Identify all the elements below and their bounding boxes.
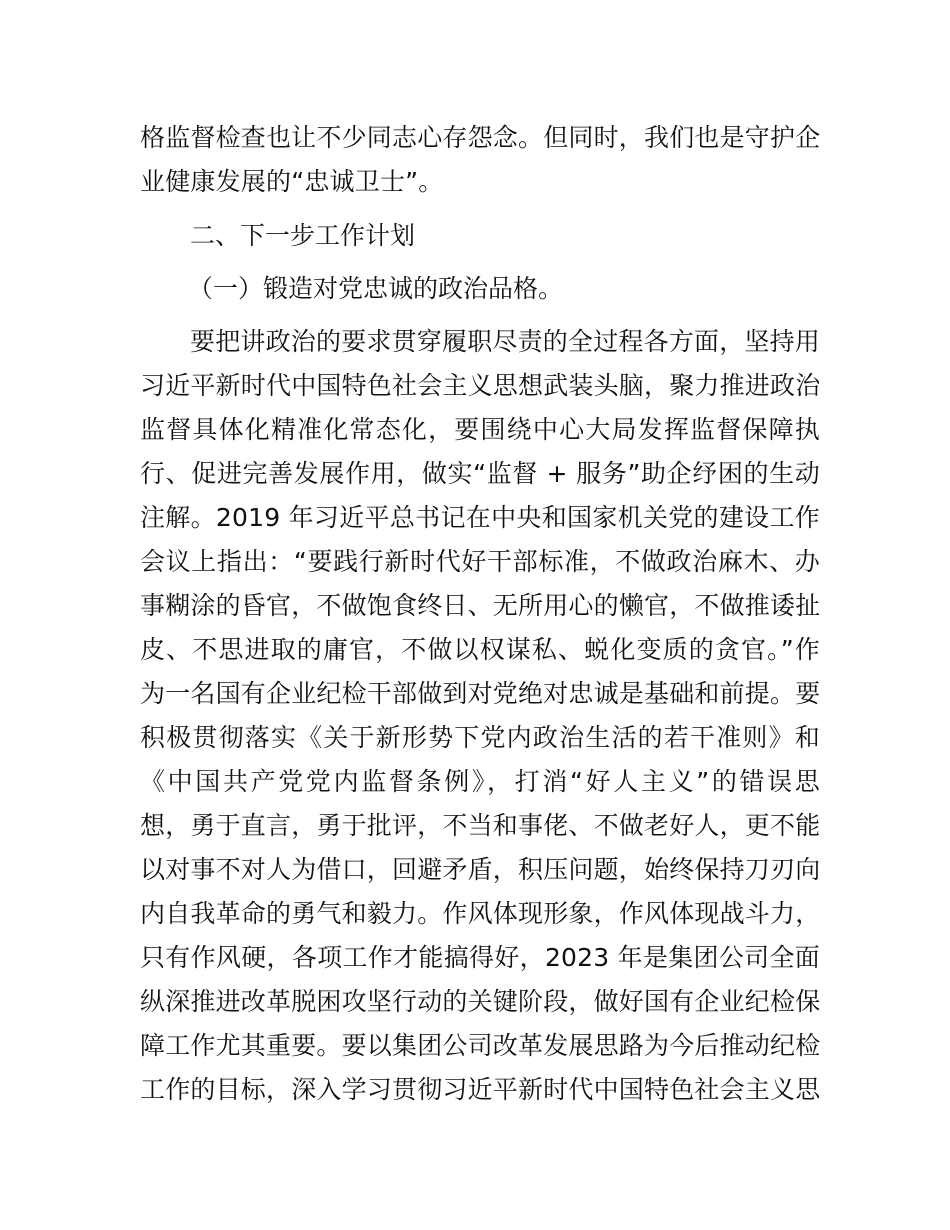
paragraph-line: 积极贯彻落实《关于新形势下党内政治生活的若干准则》和 — [140, 723, 820, 752]
paragraph-line: 皮、不思进取的庸官，不做以权谋私、蜕化变质的贪官。”作 — [140, 635, 820, 664]
paragraph-line: 行、促进完善发展作用，做实“监督 + 服务”助企纾困的生动 — [140, 459, 820, 488]
paragraph-line: 《中国共产党党内监督条例》，打消“好人主义”的错误思 — [140, 767, 820, 796]
paragraph-line: 格监督检查也让不少同志心存怨念。但同时，我们也是守护企 — [140, 123, 821, 152]
paragraph-line: 会议上指出：“要践行新时代好干部标准，不做政治麻木、办 — [140, 547, 820, 576]
paragraph-line: 工作的目标，深入学习贯彻习近平新时代中国特色社会主义思 — [140, 1075, 821, 1104]
paragraph-line: 注解。2019 年习近平总书记在中央和国家机关党的建设工作 — [140, 503, 820, 532]
section-heading: 二、下一步工作计划 — [190, 221, 416, 250]
paragraph-line: 纵深推进改革脱困攻坚行动的关键阶段，做好国有企业纪检保 — [140, 987, 821, 1016]
paragraph-line: 障工作尤其重要。要以集团公司改革发展思路为今后推动纪检 — [140, 1031, 821, 1060]
paragraph-line: 习近平新时代中国特色社会主义思想武装头脑，聚力推进政治 — [140, 371, 821, 400]
paragraph-line: 事糊涂的昏官，不做饱食终日、无所用心的懒官，不做推诿扯 — [140, 591, 821, 620]
paragraph-line: 监督具体化精准化常态化，要围绕中心大局发挥监督保障执 — [140, 415, 820, 444]
subsection-heading: （一）锻造对党忠诚的政治品格。 — [188, 274, 564, 303]
paragraph-line: 内自我革命的勇气和毅力。作风体现形象，作风体现战斗力， — [140, 899, 821, 928]
paragraph-line: 以对事不对人为借口，回避矛盾，积压问题，始终保持刀刃向 — [140, 855, 821, 884]
paragraph-line: 为一名国有企业纪检干部做到对党绝对忠诚是基础和前提。要 — [140, 679, 821, 708]
paragraph-first-line: 要把讲政治的要求贯穿履职尽责的全过程各方面，坚持用 — [190, 327, 821, 356]
paragraph-line: 业健康发展的“忠诚卫士”。 — [140, 167, 444, 196]
paragraph-line: 只有作风硬，各项工作才能搞得好，2023 年是集团公司全面 — [140, 943, 820, 972]
paragraph-line: 想，勇于直言，勇于批评，不当和事佬、不做老好人，更不能 — [140, 811, 821, 840]
